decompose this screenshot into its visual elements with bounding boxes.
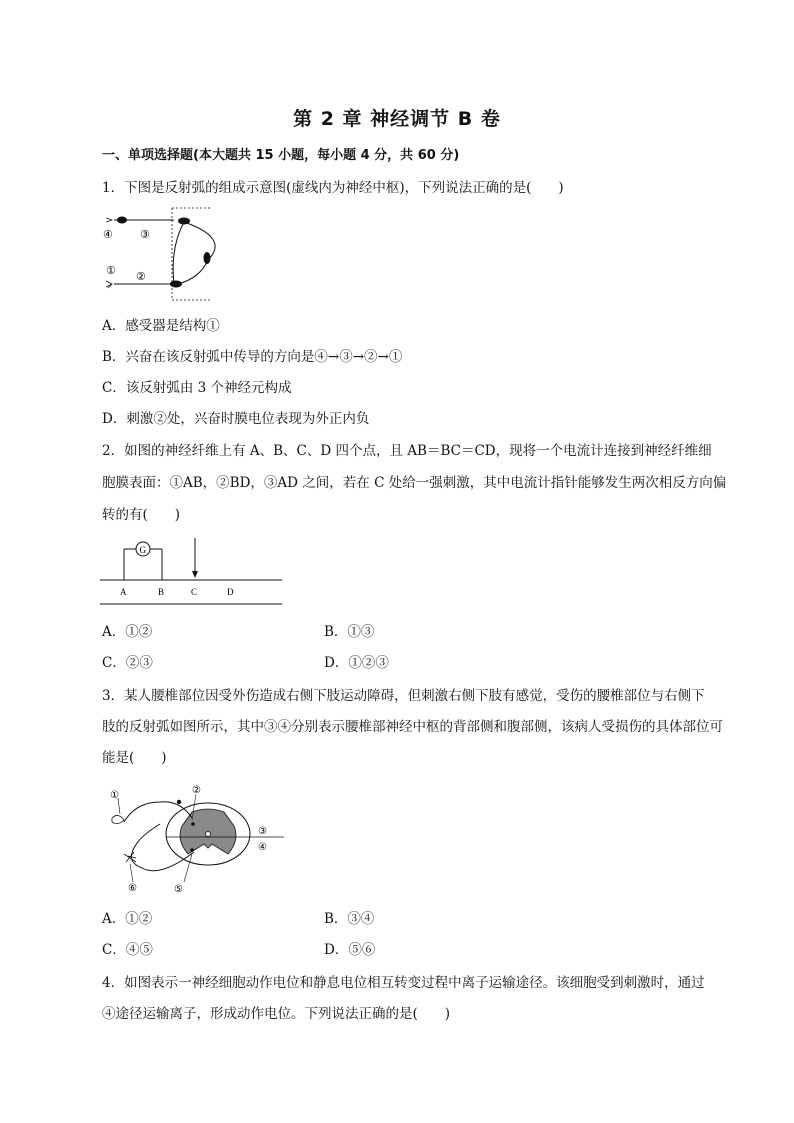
q2-nerve-fiber-figure xyxy=(100,538,285,608)
q4-stem-line-2: ④途径运输离子，形成动作电位。下列说法正确的是( ) xyxy=(102,1006,451,1022)
q2-stem-line-3: 转的有( ) xyxy=(102,507,181,523)
q3-label-2: ② xyxy=(192,785,201,796)
q1-stem: 1．下图是反射弧的组成示意图(虚线内为神经中枢)，下列说法正确的是( ) xyxy=(102,180,564,196)
q3-option-a: A．①② xyxy=(102,911,153,927)
q2-option-a: A．①② xyxy=(102,624,153,640)
q3-label-4: ④ xyxy=(258,842,267,853)
q4-stem-line-1: 4．如图表示一神经细胞动作电位和静息电位相互转变过程中离子运输途径。该细胞受到刺激时，通过 xyxy=(102,975,705,991)
q3-label-6: ⑥ xyxy=(128,883,137,894)
q2-point-c: C xyxy=(191,587,198,597)
q2-option-c: C．②③ xyxy=(102,655,153,671)
q2-point-a: A xyxy=(120,587,127,597)
q1-label-2: ② xyxy=(136,271,146,283)
q2-stem-line-2: 胞膜表面：①AB，②BD，③AD 之间，若在 C 处给一强刺激，其中电流计指针能够发生两次相反方向偏 xyxy=(102,475,727,491)
q1-label-4: ④ xyxy=(103,229,113,241)
q1-option-d: D．刺激②处，兴奋时膜电位表现为外正内负 xyxy=(102,411,370,427)
q3-stem-line-3: 能是( ) xyxy=(102,750,167,766)
q1-option-a: A．感受器是结构① xyxy=(102,318,220,334)
q2-option-d: D．①②③ xyxy=(324,655,389,671)
q2-stem-line-1: 2．如图的神经纤维上有 A、B、C、D 四个点，且 AB＝BC＝CD，现将一个电流计连接到神经纤维细 xyxy=(102,443,712,459)
q1-label-1: ① xyxy=(106,265,116,277)
q2-point-b: B xyxy=(158,587,165,597)
q3-option-d: D．⑤⑥ xyxy=(324,942,376,958)
q1-label-3: ③ xyxy=(140,229,150,241)
page-title: 第 2 章 神经调节 B 卷 xyxy=(293,108,501,130)
q3-label-1: ① xyxy=(110,790,119,801)
q3-spinal-reflex-figure xyxy=(100,782,290,894)
q3-label-3: ③ xyxy=(258,826,267,837)
q2-option-b: B．①③ xyxy=(324,624,375,640)
q1-option-c: C．该反射弧由 3 个神经元构成 xyxy=(102,380,292,396)
q3-label-5: ⑤ xyxy=(174,884,183,895)
section-heading: 一、单项选择题(本大题共 15 小题，每小题 4 分，共 60 分) xyxy=(102,148,460,163)
q1-reflex-arc-figure xyxy=(100,208,230,303)
q3-option-c: C．④⑤ xyxy=(102,942,153,958)
q3-option-b: B．③④ xyxy=(324,911,375,927)
q1-option-b: B．兴奋在该反射弧中传导的方向是④→③→②→① xyxy=(102,349,403,365)
q3-stem-line-1: 3．某人腰椎部位因受外伤造成右侧下肢运动障碍，但刺激右侧下肢有感觉，受伤的腰椎部位与右侧下 xyxy=(102,688,705,704)
q3-stem-line-2: 肢的反射弧如图所示，其中③④分别表示腰椎部神经中枢的背部侧和腹部侧，该病人受损伤的具体部位可 xyxy=(102,719,723,735)
q2-galvanometer-label: G xyxy=(139,545,146,555)
q2-point-d: D xyxy=(227,587,234,597)
